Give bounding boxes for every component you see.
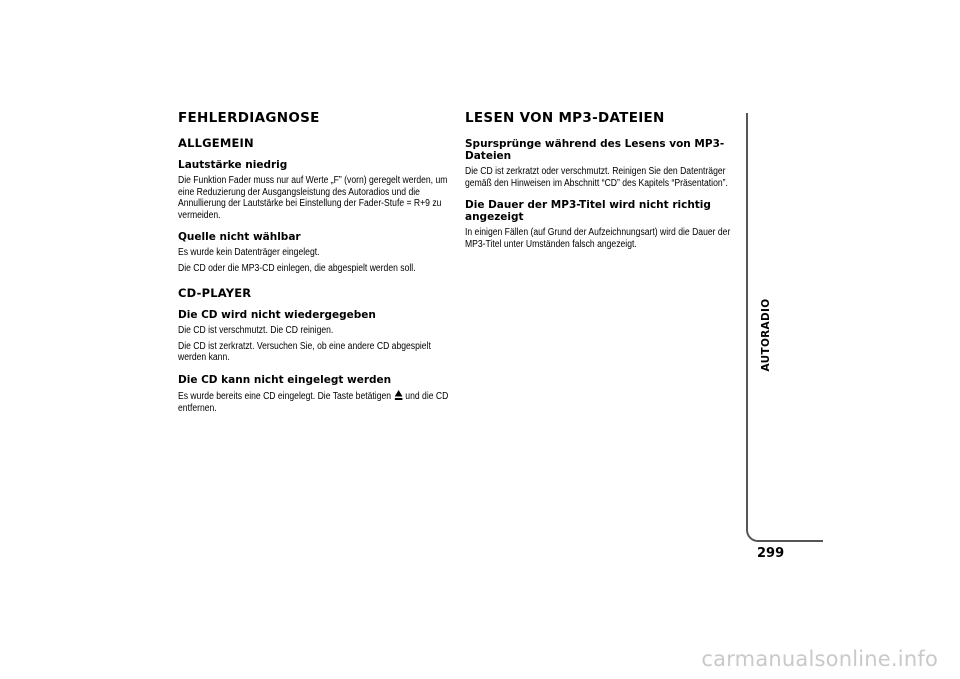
- item-text: Es wurde kein Datenträger eingelegt.: [178, 247, 320, 258]
- item-text: [178, 390, 452, 415]
- item-title-spurspruenge: Spursprünge während des Lesens von MP3-Dateien: [465, 138, 725, 162]
- chapter-label: AUTORADIO: [760, 298, 772, 372]
- item-text: Die CD ist verschmutzt. Die CD reinigen.: [178, 325, 334, 336]
- item-title-quelle: Quelle nicht wählbar: [178, 231, 301, 243]
- item-title-cd-einlegen: Die CD kann nicht eingelegt werden: [178, 373, 392, 386]
- item-text: In einigen Fällen (auf Grund der Aufzeichnungsart) wird die Dauer der MP3-Titel unter Umständen falsch angezeigt.: [465, 227, 731, 250]
- item-text-after-icon: und die CD entfernen.: [178, 390, 449, 414]
- item-title-cd-wiedergabe: Die CD wird nicht wiedergegeben: [178, 309, 376, 321]
- subsection-heading-cd-player: CD-PLAYER: [178, 286, 252, 300]
- subsection-heading-allgemein: ALLGEMEIN: [178, 136, 254, 150]
- left-column: [178, 110, 453, 419]
- item-title-dauer: Die Dauer der MP3-Titel wird nicht richtig angezeigt: [465, 199, 711, 223]
- page-number: 299: [757, 546, 785, 561]
- chapter-tab: [746, 113, 823, 542]
- item-text: Die CD ist zerkratzt oder verschmutzt. Reinigen Sie den Datenträger gemäß den Hinweisen im Abschnitt “CD” des Kapitels “Präsentation”.: [465, 166, 728, 189]
- eject-icon: [394, 390, 402, 404]
- section-title-fehlerdiagnose: FEHLERDIAGNOSE: [178, 110, 320, 126]
- item-text: Die Funktion Fader muss nur auf Werte „F” (vorn) geregelt werden, um eine Reduzierung der Ausgangsleistung des Autoradios und die Annullierung der Lautstärke bei Einstellung der Fader-Stufe = R+9 zu vermeiden.: [178, 175, 448, 221]
- right-column: [465, 110, 745, 254]
- item-title-lautstaerke: Lautstärke niedrig: [178, 159, 288, 171]
- item-text: Die CD ist zerkratzt. Versuchen Sie, ob eine andere CD abgespielt werden kann.: [178, 340, 431, 363]
- item-text: Die CD oder die MP3-CD einlegen, die abgespielt werden soll.: [178, 262, 416, 274]
- watermark: carmanualsonline.info: [701, 647, 938, 671]
- section-title-mp3: LESEN VON MP3-DATEIEN: [465, 110, 665, 126]
- item-text-before-icon: Es wurde bereits eine CD eingelegt. Die Taste betätigen: [178, 390, 392, 402]
